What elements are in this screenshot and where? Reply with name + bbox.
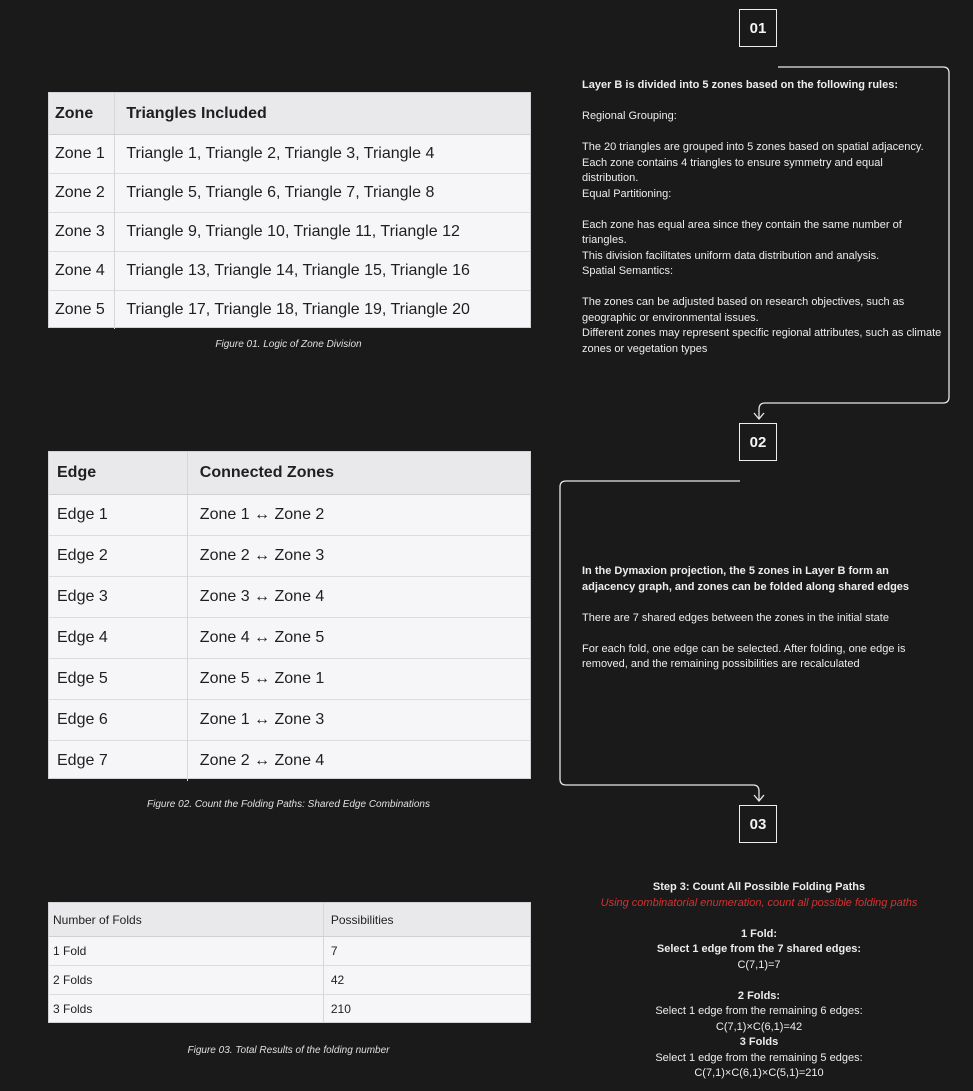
table-cell: 3 Folds [49, 995, 323, 1024]
table-cell: Zone 5 ↔ Zone 1 [187, 659, 530, 700]
column-header: Triangles Included [115, 93, 530, 135]
spatial-semantics-text: The zones can be adjusted based on research objectives, such as geographic or environmental issues. [582, 296, 905, 324]
fold1-heading: 1 Fold: [740, 927, 778, 940]
fold3-description: Select 1 edge from the remaining 5 edges: [655, 1051, 863, 1064]
table-cell: Zone 1 ↔ Zone 2 [187, 495, 530, 536]
step-badge-03: 03 [739, 805, 777, 843]
regional-grouping-text: Each zone contains 4 triangles to ensure symmetry and equal distribution. [582, 156, 883, 184]
table-cell: Zone 2 ↔ Zone 4 [187, 741, 530, 782]
fold1-formula: C(7,1)=7 [737, 958, 781, 971]
table-cell: 7 [323, 937, 530, 966]
fold1-description: Select 1 edge from the 7 shared edges: [656, 943, 862, 955]
equal-partitioning-text: This division facilitates uniform data distribution and analysis. [582, 249, 880, 262]
fold2-description: Select 1 edge from the remaining 6 edges: [655, 1005, 863, 1017]
fold2-formula: C(7,1)×C(6,1)=42 [715, 1020, 803, 1033]
table-cell: Zone 5 [49, 291, 115, 330]
table-cell: 210 [323, 995, 530, 1024]
column-header: Edge [49, 452, 187, 495]
table-cell: Edge 2 [49, 536, 187, 577]
table-cell: 1 Fold [49, 937, 323, 966]
column-header: Zone [49, 93, 115, 135]
equal-partitioning-heading: Equal Partitioning: [582, 187, 672, 200]
regional-grouping-heading: Regional Grouping: [582, 110, 677, 122]
table-cell: Edge 4 [49, 618, 187, 659]
fold3-formula: C(7,1)×C(6,1)×C(5,1)=210 [694, 1067, 824, 1079]
spatial-semantics-heading: Spatial Semantics: [582, 265, 674, 277]
table-cell: Edge 3 [49, 577, 187, 618]
table-cell: Triangle 17, Triangle 18, Triangle 19, Triangle 20 [115, 291, 530, 330]
table-cell: Triangle 13, Triangle 14, Triangle 15, Triangle 16 [115, 252, 530, 291]
column-header: Connected Zones [187, 452, 530, 495]
table-cell: 42 [323, 966, 530, 995]
table-cell: Edge 1 [49, 495, 187, 536]
table-cell: 2 Folds [49, 966, 323, 995]
figure-caption: Figure 02. Count the Folding Paths: Shared Edge Combinations [147, 799, 430, 810]
fold3-heading: 3 Folds [739, 1036, 779, 1048]
step3-subtitle: Using combinatorial enumeration, count all possible folding paths [600, 896, 918, 909]
table-cell: Triangle 1, Triangle 2, Triangle 3, Triangle 4 [115, 135, 530, 174]
spatial-semantics-text: Different zones may represent specific regional attributes, such as climate zones or vegetation types [582, 327, 942, 355]
table-cell: Zone 1 [49, 135, 115, 174]
table-cell: Zone 1 ↔ Zone 3 [187, 700, 530, 741]
table-cell: Triangle 5, Triangle 6, Triangle 7, Triangle 8 [115, 174, 530, 213]
regional-grouping-text: The 20 triangles are grouped into 5 zones based on spatial adjacency. [582, 141, 924, 153]
table-cell: Zone 3 ↔ Zone 4 [187, 577, 530, 618]
step2-title: In the Dymaxion projection, the 5 zones in Layer B form an adjacency graph, and zones can be folded along shared edges [582, 565, 910, 593]
fold2-heading: 2 Folds: [737, 989, 781, 1002]
step2-paragraph: There are 7 shared edges between the zones in the initial state [582, 611, 889, 624]
figure-caption: Figure 01. Logic of Zone Division [215, 339, 362, 350]
table-cell: Zone 2 ↔ Zone 3 [187, 536, 530, 577]
equal-partitioning-text: Each zone has equal area since they contain the same number of triangles. [582, 218, 902, 246]
table-cell: Zone 2 [49, 174, 115, 213]
table-cell: Zone 4 ↔ Zone 5 [187, 618, 530, 659]
step-badge-01: 01 [739, 9, 777, 47]
table-cell: Triangle 9, Triangle 10, Triangle 11, Triangle 12 [115, 213, 530, 252]
figure-caption: Figure 03. Total Results of the folding number [187, 1045, 390, 1056]
table-cell: Zone 3 [49, 213, 115, 252]
step1-title: Layer B is divided into 5 zones based on the following rules: [582, 79, 898, 91]
column-header: Possibilities [323, 903, 530, 937]
table-cell: Edge 6 [49, 700, 187, 741]
table-cell: Edge 5 [49, 659, 187, 700]
column-header: Number of Folds [49, 903, 323, 937]
step2-paragraph: For each fold, one edge can be selected. After folding, one edge is removed, and the remaining possibilities are recalculated [582, 642, 906, 670]
step3-title: Step 3: Count All Possible Folding Paths [652, 881, 866, 893]
step-badge-02: 02 [739, 423, 777, 461]
step1-description [582, 78, 942, 357]
table-cell: Zone 4 [49, 252, 115, 291]
table-cell: Edge 7 [49, 741, 187, 782]
step3-description [574, 880, 944, 1082]
step2-description [582, 564, 937, 673]
